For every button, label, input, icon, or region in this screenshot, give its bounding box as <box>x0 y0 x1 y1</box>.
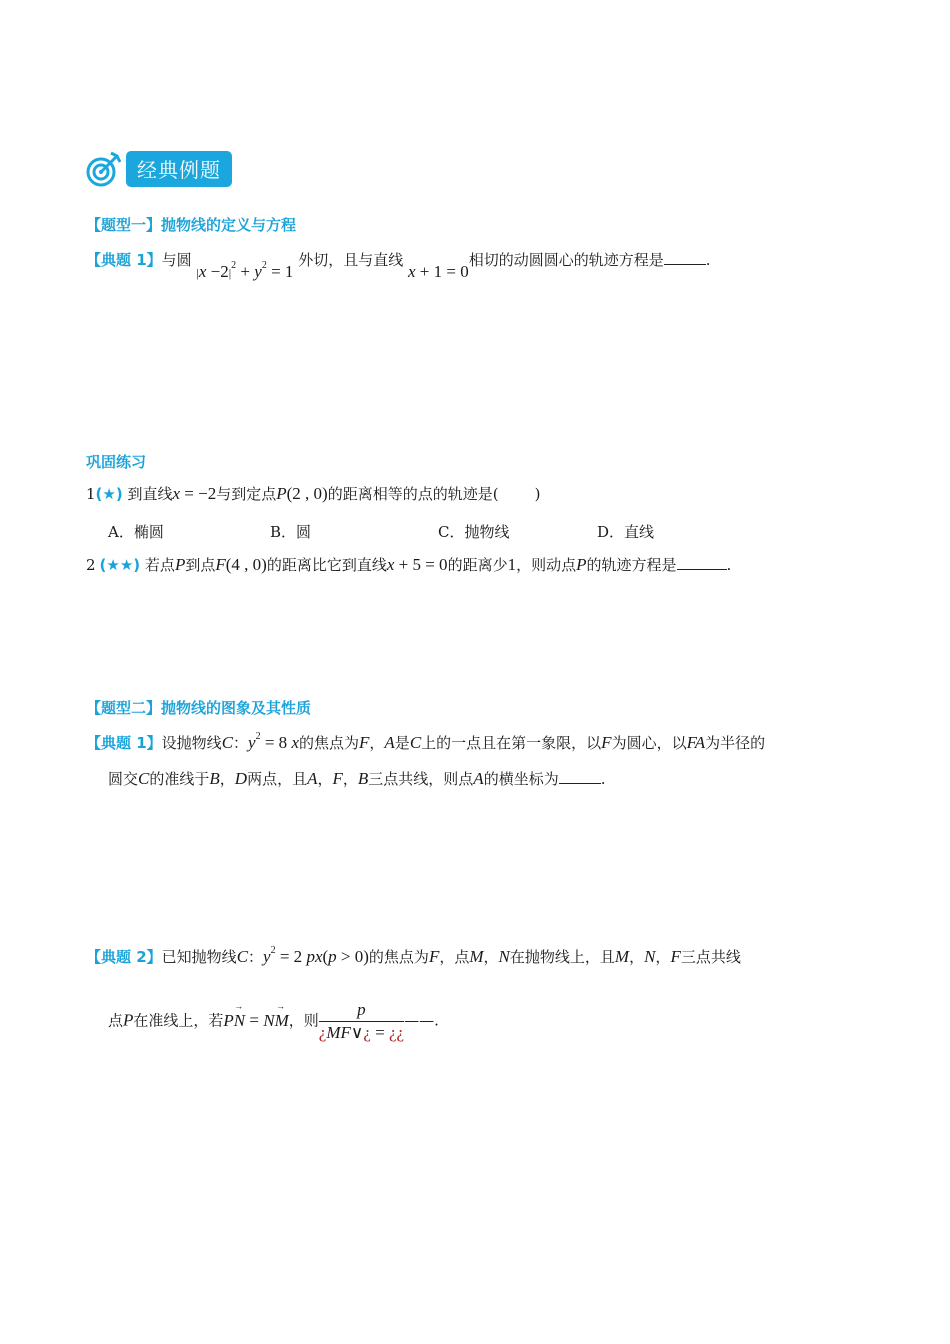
var-x: x <box>386 555 395 574</box>
var-C: C <box>138 769 150 788</box>
q1-option-d[interactable]: D．直线 <box>597 523 655 541</box>
text: 的焦点为 <box>368 948 429 966</box>
var-y: y <box>263 947 271 966</box>
text: 外切，且与直线 <box>298 251 404 269</box>
vector-label: PN <box>223 1010 246 1030</box>
var-B: B <box>357 769 369 788</box>
text: 上的一点且在第一象限，以 <box>421 734 602 752</box>
type1-heading: 【题型一】抛物线的定义与方程 <box>86 216 297 234</box>
colon: ： <box>233 734 249 752</box>
var-C: C <box>236 947 249 966</box>
vector-PN <box>223 1000 246 1031</box>
period: . <box>726 556 732 574</box>
coords: (2 , 0) <box>286 484 328 503</box>
text: 点 <box>108 1011 124 1030</box>
paren: ( <box>322 947 329 966</box>
text: 的横坐标为 <box>483 770 559 788</box>
var-A: A <box>384 733 395 752</box>
comma: ， <box>655 948 671 966</box>
vector-label: NM <box>263 1010 289 1030</box>
text: 的距离比它到直线 <box>266 556 387 574</box>
var-p: p <box>328 947 337 966</box>
type2-heading: 【题型二】抛物线的图象及其性质 <box>86 699 312 717</box>
practice-q2 <box>86 554 731 575</box>
var-F: F <box>332 769 343 788</box>
comma: ， <box>288 1011 304 1030</box>
difficulty-stars: (★★) <box>99 556 141 574</box>
expr: = 1 <box>266 262 294 281</box>
vector-arrow-icon: → <box>234 1000 244 1011</box>
var-y: y <box>248 733 256 752</box>
expr: + 1 = 0 <box>415 262 469 281</box>
exponent: 2 <box>255 731 261 742</box>
fraction-numerator: p <box>319 1000 404 1022</box>
var-x: x <box>291 733 299 752</box>
var-F: F <box>215 555 226 574</box>
number: 1 <box>507 555 517 574</box>
text: ，则动点 <box>516 556 577 574</box>
text: 是 <box>394 734 410 752</box>
type2-example1-line2 <box>108 768 605 789</box>
text: 的距离相等的点的轨迹是( <box>327 485 499 503</box>
expr: > 0 <box>336 947 364 966</box>
expr: = <box>370 1023 389 1042</box>
q1-option-a[interactable]: A．椭圆 <box>108 523 164 541</box>
text: 圆交 <box>108 770 139 788</box>
target-arrow-icon <box>84 149 124 189</box>
text: 三点共线，则点 <box>368 770 474 788</box>
var-B: B <box>209 769 220 788</box>
var-M: M <box>469 947 484 966</box>
expr: = −2 <box>180 484 217 503</box>
comma: ， <box>219 770 235 788</box>
comma: ， <box>629 948 645 966</box>
var-P: P <box>174 555 186 574</box>
var-F: F <box>428 947 440 966</box>
period: . <box>434 1011 439 1030</box>
text: ，点 <box>439 948 470 966</box>
expr: = <box>245 1010 264 1030</box>
var-P: P <box>123 1010 134 1030</box>
coords: (4 , 0) <box>225 555 267 574</box>
garbled-char: ¿ <box>363 1023 371 1042</box>
abs-bar: | <box>196 266 199 280</box>
abs-bar: | <box>228 266 232 280</box>
text: 为圆心，以 <box>611 734 687 752</box>
practice-heading: 巩固练习 <box>86 453 147 471</box>
var-F: F <box>670 947 681 966</box>
var-A: A <box>473 769 484 788</box>
text: 相切的动圆圆心的轨迹方程是 <box>468 251 664 269</box>
paren: ) <box>363 947 369 966</box>
var-A: A <box>307 769 318 788</box>
garbled-char: ¿ <box>318 1023 327 1042</box>
text: 三点共线 <box>680 948 741 966</box>
var-P: P <box>276 484 287 503</box>
text: 到点 <box>185 556 216 574</box>
var-N: N <box>644 947 656 966</box>
var-D: D <box>234 769 248 788</box>
line-equation <box>408 263 469 281</box>
example-tag: 【典题 1】 <box>86 251 162 269</box>
vector-NM <box>263 1000 289 1031</box>
example-tag: 【典题 1】 <box>86 734 162 752</box>
text: 与圆 <box>161 251 192 269</box>
fraction-denominator <box>319 1022 404 1043</box>
var-FA: FA <box>686 733 706 752</box>
type2-example2-line1 <box>86 945 741 967</box>
var-y: y <box>254 262 262 281</box>
period: . <box>600 770 606 788</box>
text: 在准线上，若 <box>133 1011 224 1030</box>
text: 与到定点 <box>216 485 277 503</box>
var-x: x <box>407 262 416 281</box>
text: 为半径的 <box>705 734 766 752</box>
answer-blank[interactable] <box>677 555 727 570</box>
var-F: F <box>359 733 370 752</box>
comma: ， <box>342 770 358 788</box>
exponent: 2 <box>261 260 267 271</box>
var-x: x <box>172 484 181 503</box>
practice-q1 <box>86 483 540 504</box>
expr: = 8 <box>260 733 292 752</box>
exponent: 2 <box>231 260 237 271</box>
vector-arrow-icon: → <box>276 1000 285 1011</box>
type2-example1-line1 <box>86 731 765 753</box>
text: 的准线于 <box>149 770 210 788</box>
text: 的焦点为 <box>298 734 359 752</box>
expr: −2 <box>206 262 229 281</box>
text: 的轨迹方程是 <box>586 556 677 574</box>
colon: ： <box>248 948 264 966</box>
question-number: 1 <box>86 485 96 503</box>
expr: + 5 = 0 <box>394 555 448 574</box>
expr: = 2 <box>275 947 307 966</box>
q1-option-c[interactable]: C．抛物线 <box>438 523 510 541</box>
answer-dash: —— <box>404 1011 435 1030</box>
var-C: C <box>409 733 422 752</box>
text: 则 <box>303 1011 319 1030</box>
comma: ， <box>483 948 499 966</box>
example-tag: 【典题 2】 <box>86 948 162 966</box>
var-P: P <box>576 555 587 574</box>
symbol: ∨ <box>350 1023 364 1042</box>
text: 的距离少 <box>447 556 508 574</box>
section-header <box>84 149 232 189</box>
text: 到直线 <box>122 485 173 503</box>
type2-example2-line2 <box>108 1000 439 1043</box>
fraction <box>319 1000 404 1043</box>
exponent: 2 <box>270 945 276 956</box>
q1-option-b[interactable]: B．圆 <box>270 523 312 541</box>
text: 两点，且 <box>247 770 308 788</box>
answer-blank[interactable] <box>559 769 601 784</box>
circle-equation <box>196 260 298 281</box>
var-M: M <box>614 947 630 966</box>
var-px: px <box>306 947 323 966</box>
var-F: F <box>601 733 612 752</box>
type1-example1 <box>86 248 711 281</box>
garbled-char: ¿¿ <box>388 1023 405 1042</box>
text: 在抛物线上，且 <box>509 948 615 966</box>
text: 设抛物线 <box>161 734 222 752</box>
var-x: x <box>198 262 207 281</box>
period: . <box>705 251 711 269</box>
comma: ， <box>369 734 385 752</box>
var-C: C <box>221 733 234 752</box>
question-number: 2 <box>86 556 96 574</box>
section-title: 经典例题 <box>126 151 232 187</box>
expr: + <box>236 262 255 281</box>
difficulty-stars: (★) <box>95 485 123 503</box>
text: ) <box>534 485 541 503</box>
text: 已知抛物线 <box>161 948 237 966</box>
comma: ， <box>317 770 333 788</box>
answer-blank[interactable] <box>664 250 706 265</box>
var-MF: MF <box>326 1023 351 1042</box>
var-N: N <box>498 947 510 966</box>
text: 若点 <box>140 556 175 574</box>
